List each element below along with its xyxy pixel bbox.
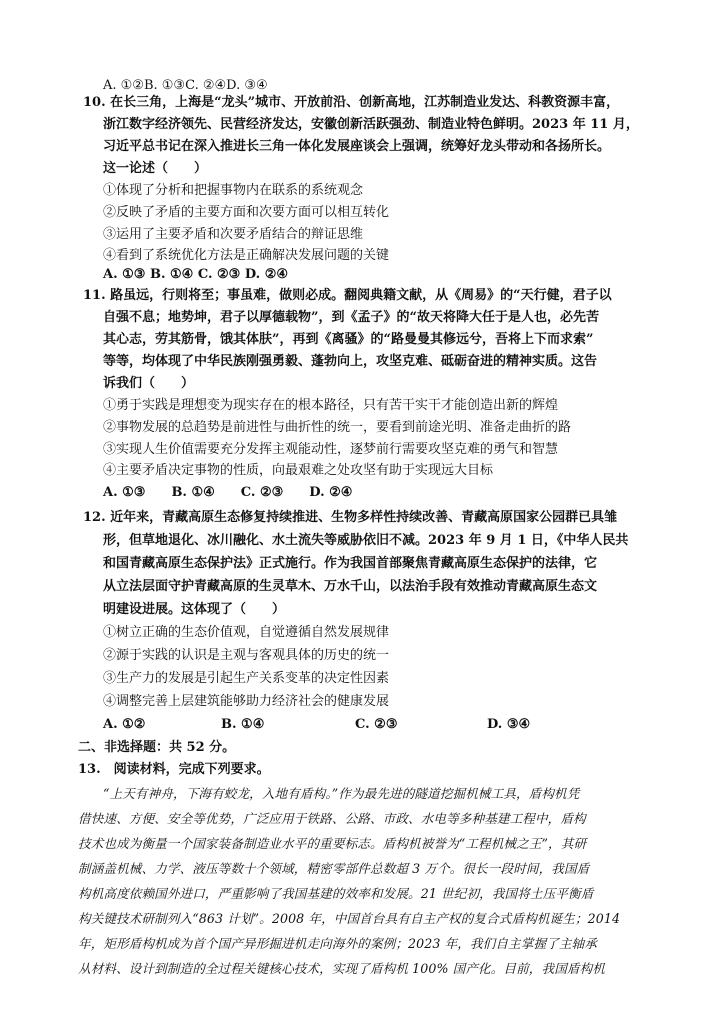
q12-stem-line-1: 12. 近年来，青藏高原生态修复持续推进、生物多样性持续改善、青藏高原国家公园群已具雏 xyxy=(83,510,618,525)
q11-stem-line-1: 11. 路虽远，行则将至；事虽难，做则必成。翻阅典籍文献，从《周易》的“天行健，君子以 xyxy=(83,288,612,303)
q10-stem-line-4: 这一论述（ ） xyxy=(103,161,208,176)
q12-option-2: ②源于实践的认识是主观与客观具体的历史的统一 xyxy=(103,648,390,663)
q10-option-4: ④看到了系统优化方法是正确解决发展问题的关键 xyxy=(103,248,390,263)
q11-stem-line-3: 其心志，劳其筋骨，饿其体肤”，再到《离骚》的“路曼曼其修远兮，吾将上下而求索” xyxy=(103,332,594,347)
q10-stem-line-2: 浙江数字经济领先、民营经济发达，安徽创新活跃强劲、制造业特色鲜明。2023 年 11 月， xyxy=(103,117,639,132)
q12-stem-line-5: 明建设进展。这体现了（ ） xyxy=(103,602,286,617)
q11-option-4: ④主要矛盾决定事物的性质，向最艰难之处攻坚有助于实现远大目标 xyxy=(103,463,494,478)
q10-option-3: ③运用了主要矛盾和次要矛盾结合的辩证思维 xyxy=(103,227,364,242)
q11-answer-choices: A. ①③ B. ①④ C. ②③ D. ②④ xyxy=(103,485,353,500)
q13-material-line-1: “上天有神舟，下海有蛟龙，入地有盾构。”作为最先进的隧道挖掘机械工具，盾构机凭 xyxy=(103,786,580,801)
q12-stem-line-4: 从立法层面守护青藏高原的生灵草木、万水千山，以法治手段有效推动青藏高原生态文 xyxy=(103,579,598,594)
q12-choice-b: B. ①④ xyxy=(221,717,265,732)
q13-material-line-8: 从材料、设计到制造的全过程关键核心技术，实现了盾构机 100% 国产化。目前，我国盾构机 xyxy=(78,961,605,976)
q12-option-4: ④调整完善上层建筑能够助力经济社会的健康发展 xyxy=(103,694,390,709)
q13-material-line-5: 构机高度依赖国外进口，严重影响了我国基建的效率和发展。21 世纪初，我国将土压平衡盾 xyxy=(78,886,594,901)
q10-answer-choices: A. ①③ B. ①④ C. ②③ D. ②④ xyxy=(103,267,289,282)
q12-stem-line-3: 和国青藏高原生态保护法》正式施行。作为我国首部聚焦青藏高原生态保护的法律，它 xyxy=(103,556,598,571)
q9-answer-choices: A. ①②B. ①③C. ②④D. ③④ xyxy=(103,78,268,93)
q11-stem-line-4: 等等，均体现了中华民族刚强勇毅、蓬勃向上，攻坚克难、砥砺奋进的精神实质。这告 xyxy=(103,354,598,369)
q13-material-line-4: 制涵盖机械、力学、液压等数十个领域，精密零部件总数超 3 万个。很长一段时间，我国盾 xyxy=(78,861,590,876)
q12-stem-line-2: 形，但草地退化、冰川融化、水土流失等威胁依旧不减。2023 年 9 月 1 日，《中华人民共 xyxy=(103,533,629,548)
q11-stem-line-5: 诉我们（ ） xyxy=(103,376,195,391)
q12-option-3: ③生产力的发展是引起生产关系变革的决定性因素 xyxy=(103,671,390,686)
q13-material-line-6: 构关键技术研制列入“863 计划”。2008 年，中国首台具有自主产权的复合式盾构机诞生；2014 xyxy=(78,911,621,926)
q12-choice-d: D. ③④ xyxy=(487,717,531,732)
section-2-heading: 二、非选择题：共 52 分。 xyxy=(78,740,236,755)
q12-choice-a: A. ①② xyxy=(103,717,146,732)
q13-material-line-7: 年，矩形盾构机成为首个国产异形掘进机走向海外的案例；2023 年，我们自主掌握了主轴承 xyxy=(78,936,597,951)
q13-material-line-3: 技术也成为衡量一个国家装备制造业水平的重要标志。盾构机被誉为“工程机械之王”，其研 xyxy=(78,836,587,851)
q10-stem-line-1: 10. 在长三角，上海是“龙头”城市、开放前沿、创新高地，江苏制造业发达、科教资源丰富， xyxy=(83,95,620,110)
q10-option-2: ②反映了矛盾的主要方面和次要方面可以相互转化 xyxy=(103,205,390,220)
q12-option-1: ①树立正确的生态价值观，自觉遵循自然发展规律 xyxy=(103,625,390,640)
q12-choice-c: C. ②③ xyxy=(355,717,398,732)
q11-stem-line-2: 自强不息；地势坤，君子以厚德载物”，到《孟子》的“故天将降大任于是人也，必先苦 xyxy=(103,310,599,325)
q10-stem-line-3: 习近平总书记在深入推进长三角一体化发展座谈会上强调，统筹好龙头带动和各扬所长。 xyxy=(103,139,611,154)
q11-option-3: ③实现人生价值需要充分发挥主观能动性，逐梦前行需要攻坚克难的勇气和智慧 xyxy=(103,442,559,457)
q10-option-1: ①体现了分析和把握事物内在联系的系统观念 xyxy=(103,183,364,198)
q11-option-1: ①勇于实践是理想变为现实存在的根本路径，只有苦干实干才能创造出新的辉煌 xyxy=(103,398,559,413)
q13-stem: 13. 阅读材料，完成下列要求。 xyxy=(78,762,270,777)
q11-option-2: ②事物发展的总趋势是前进性与曲折性的统一，要看到前途光明、准备走曲折的路 xyxy=(103,420,572,435)
q13-material-line-2: 借快速、方便、安全等优势，广泛应用于铁路、公路、市政、水电等多种基建工程中，盾构 xyxy=(78,811,586,826)
